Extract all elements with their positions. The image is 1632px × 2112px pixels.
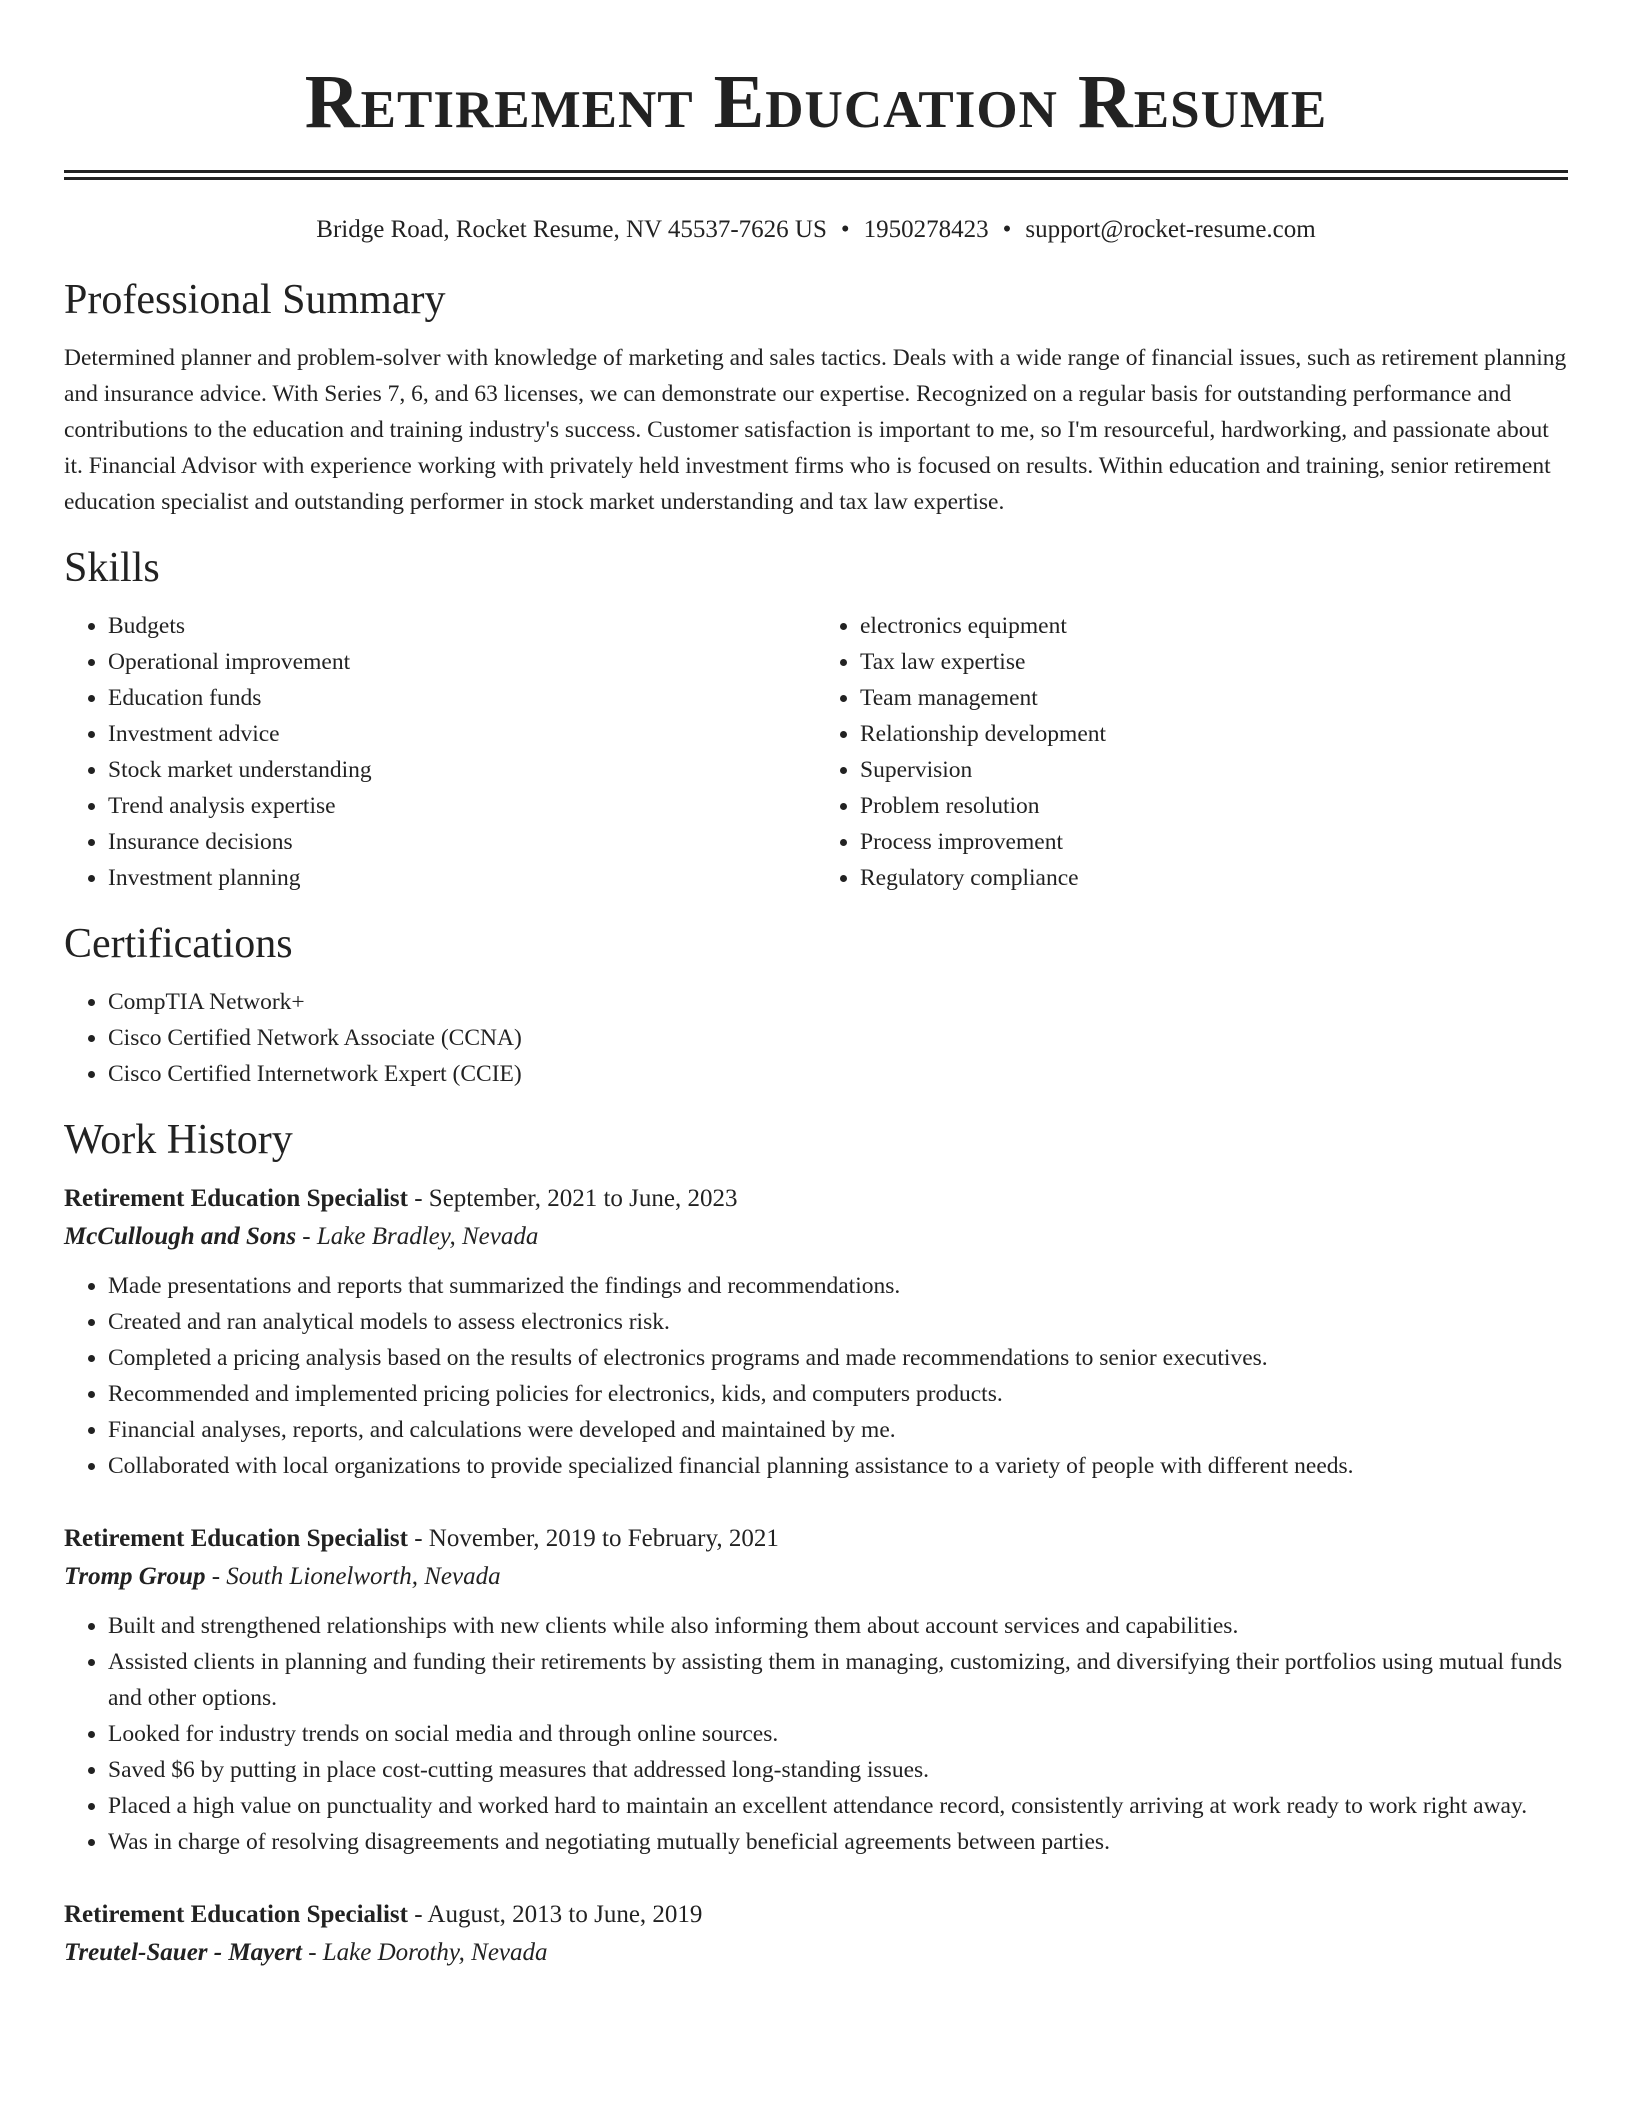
contact-address: Bridge Road, Rocket Resume, NV 45537-7626 US [316, 216, 827, 243]
certifications-list [64, 984, 1568, 1092]
job-entry [64, 1520, 1568, 1860]
skill-item: • Investment planning [108, 860, 816, 896]
skill-item: • electronics equipment [860, 608, 1568, 644]
job-bullet: • Recommended and implemented pricing policies for electronics, kids, and computers products. [108, 1376, 1568, 1412]
job-location: - South Lionelworth, Nevada [205, 1563, 501, 1590]
job-title: Retirement Education Specialist [64, 1525, 408, 1552]
job-company-line [64, 1218, 1568, 1256]
job-title: Retirement Education Specialist [64, 1901, 408, 1928]
work-history-list [64, 1180, 1568, 1972]
summary-heading: Professional Summary [64, 277, 446, 323]
job-bullets [64, 1608, 1568, 1860]
job-bullet: • Created and ran analytical models to assess electronics risk. [108, 1304, 1568, 1340]
job-dates: - November, 2019 to February, 2021 [407, 1525, 779, 1552]
job-bullet: • Assisted clients in planning and funding their retirements by assisting them in managing, customizing, and diversifying their portfolios using mutual funds and other options. [108, 1644, 1568, 1716]
job-company: Treutel-Sauer - Mayert [64, 1939, 302, 1966]
skill-item: • Trend analysis expertise [108, 788, 816, 824]
skills-list [64, 608, 1568, 896]
skill-item: • Supervision [860, 752, 1568, 788]
job-heading [64, 1896, 1568, 1934]
job-bullet: • Looked for industry trends on social media and through online sources. [108, 1716, 1568, 1752]
certifications-heading: Certifications [64, 921, 293, 967]
job-bullet: • Made presentations and reports that summarized the findings and recommendations. [108, 1268, 1568, 1304]
certification-item: • Cisco Certified Internetwork Expert (CCIE) [108, 1056, 1568, 1092]
skill-item: • Tax law expertise [860, 644, 1568, 680]
skills-right-column [816, 608, 1568, 896]
work-history-heading: Work History [64, 1117, 293, 1163]
job-bullet: • Collaborated with local organizations to provide specialized financial planning assistance to a variety of people with different needs. [108, 1448, 1568, 1484]
skill-item: • Operational improvement [108, 644, 816, 680]
job-company-line [64, 1934, 1568, 1972]
skill-item: • Process improvement [860, 824, 1568, 860]
job-bullet: • Was in charge of resolving disagreements and negotiating mutually beneficial agreements between parties. [108, 1824, 1568, 1860]
contact-separator: • [1002, 216, 1012, 243]
skill-item: • Team management [860, 680, 1568, 716]
job-title: Retirement Education Specialist [64, 1185, 408, 1212]
job-bullet: • Completed a pricing analysis based on the results of electronics programs and made recommendations to senior executives. [108, 1340, 1568, 1376]
contact-phone: 1950278423 [863, 216, 989, 243]
job-heading [64, 1180, 1568, 1218]
job-bullet: • Financial analyses, reports, and calculations were developed and maintained by me. [108, 1412, 1568, 1448]
skill-item: • Investment advice [108, 716, 816, 752]
job-company: Tromp Group [64, 1563, 206, 1590]
skill-item: • Budgets [108, 608, 816, 644]
resume-title: Retirement Education Resume [304, 60, 1328, 144]
job-bullets [64, 1268, 1568, 1484]
job-dates: - September, 2021 to June, 2023 [407, 1185, 738, 1212]
skill-item: • Stock market understanding [108, 752, 816, 788]
job-company-line [64, 1558, 1568, 1596]
job-bullet: • Placed a high value on punctuality and worked hard to maintain an excellent attendance record, consistently arriving at work ready to work right away. [108, 1788, 1568, 1824]
title-divider [64, 170, 1568, 180]
skill-item: • Relationship development [860, 716, 1568, 752]
skill-item: • Problem resolution [860, 788, 1568, 824]
summary-text: Determined planner and problem-solver with knowledge of marketing and sales tactics. Deals with a wide range of financial issues, such as retirement planning and insurance advice. With Series 7, 6, and 63 licenses, we can demonstrate our expertise. Recognized on a regular basis for outstanding performance and contributions to the education and training industry's success. Customer satisfaction is important to me, so I'm resourceful, hardworking, and passionate about it. Financial Advisor with experience working with privately held investment firms who is focused on results. Within education and training, senior retirement education specialist and outstanding performer in stock market understanding and tax law expertise. [64, 345, 1567, 515]
job-location: - Lake Dorothy, Nevada [301, 1939, 548, 1966]
job-dates: - August, 2013 to June, 2019 [407, 1901, 703, 1928]
contact-line [64, 214, 1568, 246]
skills-left-column [64, 608, 816, 896]
job-bullet: • Built and strengthened relationships with new clients while also informing them about account services and capabilities. [108, 1608, 1568, 1644]
skills-heading: Skills [64, 545, 160, 591]
job-entry [64, 1180, 1568, 1484]
job-entry [64, 1896, 1568, 1972]
contact-separator: • [840, 216, 850, 243]
contact-email: support@rocket-resume.com [1025, 216, 1316, 243]
job-location: - Lake Bradley, Nevada [296, 1223, 539, 1250]
certification-item: • Cisco Certified Network Associate (CCNA) [108, 1020, 1568, 1056]
skill-item: • Education funds [108, 680, 816, 716]
certification-item: • CompTIA Network+ [108, 984, 1568, 1020]
job-company: McCullough and Sons [64, 1223, 297, 1250]
skill-item: • Regulatory compliance [860, 860, 1568, 896]
job-bullet: • Saved $6 by putting in place cost-cutting measures that addressed long-standing issues. [108, 1752, 1568, 1788]
job-heading [64, 1520, 1568, 1558]
skill-item: • Insurance decisions [108, 824, 816, 860]
